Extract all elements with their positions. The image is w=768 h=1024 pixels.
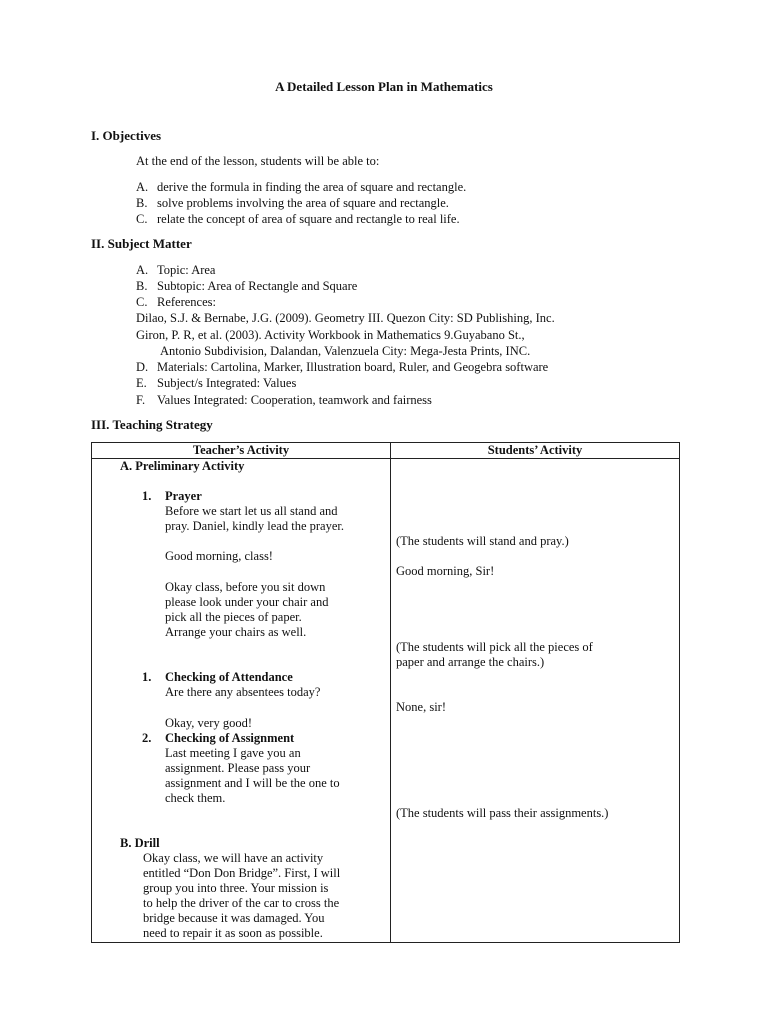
students-activity-cell (391, 459, 680, 943)
subject-label: A. (136, 263, 149, 277)
teacher-activity-header: Teacher’s Activity (92, 443, 391, 459)
teacher-line: entitled “Don Don Bridge”. First, I will (143, 866, 341, 880)
prayer-number: 1. (142, 489, 152, 503)
teacher-greeting: Good morning, class! (165, 549, 273, 563)
reference-line: Giron, P. R, et al. (2003). Activity Workbook in Mathematics 9.Guyabano St., (136, 328, 525, 342)
subject-label: C. (136, 295, 148, 309)
objective-text: solve problems involving the area of square and rectangle. (157, 196, 449, 210)
teaching-strategy-table (91, 442, 680, 943)
subject-item (136, 375, 296, 391)
subject-text: Topic: Area (157, 263, 216, 277)
teacher-line: please look under your chair and (165, 595, 329, 609)
objective-label: C. (136, 212, 148, 226)
objectives-heading: I. Objectives (91, 128, 162, 143)
teacher-line: Okay, very good! (165, 716, 253, 730)
student-line: None, sir! (396, 700, 446, 714)
preliminary-activity-heading: A. Preliminary Activity (120, 459, 245, 473)
subject-label: F. (136, 393, 146, 407)
subject-matter-heading: II. Subject Matter (91, 236, 192, 251)
subject-label: D. (136, 360, 149, 374)
subject-text: Values Integrated: Cooperation, teamwork and fairness (157, 393, 432, 407)
teacher-line: pick all the pieces of paper. (165, 610, 302, 624)
student-line: (The students will stand and pray.) (396, 534, 569, 548)
subject-text: Subtopic: Area of Rectangle and Square (157, 279, 358, 293)
teacher-line: Before we start let us all stand and (165, 504, 338, 518)
teacher-line: Arrange your chairs as well. (165, 625, 307, 639)
teacher-line: assignment and I will be the one to (165, 776, 340, 790)
table-header-row (92, 443, 680, 459)
student-line: (The students will pick all the pieces of (396, 640, 593, 654)
teacher-line: Last meeting I gave you an (165, 746, 301, 760)
objective-item (136, 195, 449, 211)
assignment-title: Checking of Assignment (165, 731, 295, 745)
reference-line: Antonio Subdivision, Dalandan, Valenzuela City: Mega-Jesta Prints, INC. (160, 344, 531, 358)
subject-label: B. (136, 279, 148, 293)
teacher-line: group you into three. Your mission is (143, 881, 329, 895)
subject-text: References: (157, 295, 216, 309)
students-activity-header: Students’ Activity (391, 443, 680, 459)
drill-heading: B. Drill (120, 836, 160, 850)
subject-label: E. (136, 376, 147, 390)
objective-label: B. (136, 196, 148, 210)
attendance-number: 1. (142, 670, 152, 684)
teaching-strategy-heading: III. Teaching Strategy (91, 417, 213, 432)
student-line: paper and arrange the chairs.) (396, 655, 545, 669)
subject-item (136, 294, 216, 310)
prayer-title: Prayer (165, 489, 202, 503)
teacher-line: Are there any absentees today? (165, 685, 321, 699)
teacher-line: assignment. Please pass your (165, 761, 311, 775)
teacher-line: Okay class, before you sit down (165, 580, 326, 594)
teacher-line: pray. Daniel, kindly lead the prayer. (165, 519, 344, 533)
teacher-activity-cell (92, 459, 391, 943)
table-row (92, 459, 680, 943)
subject-item (136, 359, 548, 375)
subject-item (136, 278, 357, 294)
objective-text: relate the concept of area of square and rectangle to real life. (157, 212, 460, 226)
objective-item (136, 179, 466, 195)
subject-text: Subject/s Integrated: Values (157, 376, 297, 390)
document-title: A Detailed Lesson Plan in Mathematics (275, 79, 493, 94)
objective-label: A. (136, 180, 149, 194)
objective-item (136, 211, 460, 227)
objective-text: derive the formula in finding the area of square and rectangle. (157, 180, 467, 194)
attendance-title: Checking of Attendance (165, 670, 293, 684)
subject-item (136, 392, 432, 408)
teacher-line: bridge because it was damaged. You (143, 911, 325, 925)
reference-line: Dilao, S.J. & Bernabe, J.G. (2009). Geometry III. Quezon City: SD Publishing, Inc. (136, 311, 555, 325)
subject-text: Materials: Cartolina, Marker, Illustration board, Ruler, and Geogebra software (157, 360, 549, 374)
teacher-line: Okay class, we will have an activity (143, 851, 324, 865)
subject-item (136, 262, 215, 278)
student-line: Good morning, Sir! (396, 564, 495, 578)
assignment-number: 2. (142, 731, 152, 745)
teacher-line: need to repair it as soon as possible. (143, 926, 323, 940)
teacher-line: to help the driver of the car to cross the (143, 896, 340, 910)
teacher-line: check them. (165, 791, 226, 805)
objectives-intro: At the end of the lesson, students will be able to: (136, 154, 380, 168)
student-line: (The students will pass their assignments.) (396, 806, 609, 820)
